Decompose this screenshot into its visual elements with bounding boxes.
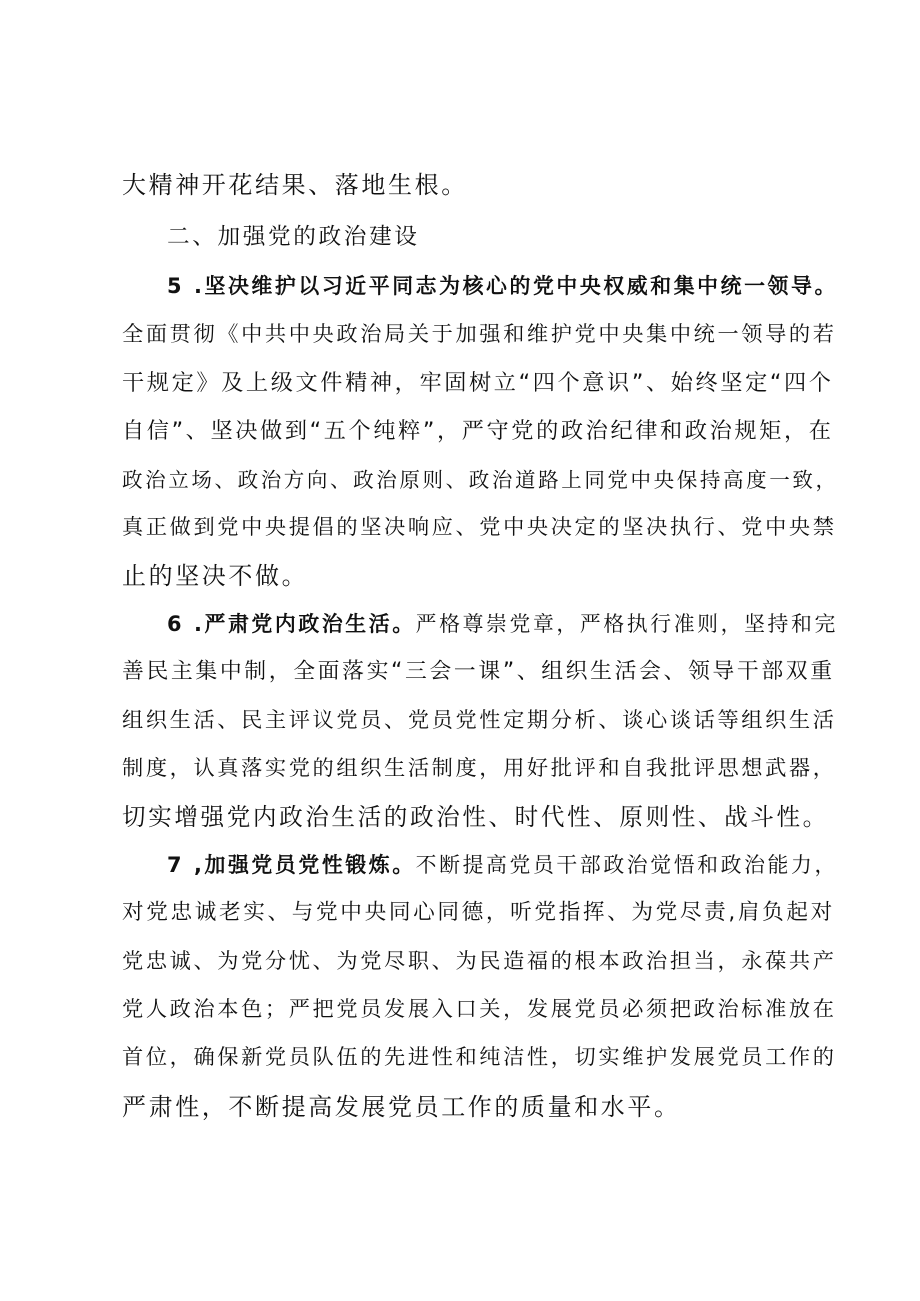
item-number: 6 . <box>167 612 205 636</box>
paragraph-line: 止的坚决不做。 <box>122 562 309 590</box>
paragraph-line: 组织生活、民主评议党员、党员党性定期分析、谈心谈话等组织生活 <box>122 708 837 733</box>
paragraph-line: 严肃性，不断提高发展党员工作的质量和水平。 <box>122 1093 681 1121</box>
item-7-first-line <box>167 850 867 880</box>
paragraph-line: 大精神开花结果、落地生根。 <box>122 171 468 199</box>
paragraph-line: 制度，认真落实党的组织生活制度，用好批评和自我批评思想武器， <box>122 756 837 781</box>
paragraph-line: 首位，确保新党员队伍的先进性和纯洁性，切实维护发展党员工作的 <box>122 1045 837 1070</box>
paragraph-line: 全面贯彻《中共中央政治局关于加强和维护党中央集中统一领导的若 <box>122 322 837 347</box>
item-title: 严肃党内政治生活。 <box>204 612 416 636</box>
item-text: 不断提高党员干部政治觉悟和政治能力， <box>415 853 838 877</box>
paragraph-line: 干规定》及上级文件精神，牢固树立“四个意识”、始终坚定“四个 <box>122 370 834 396</box>
item-5-heading <box>167 271 867 301</box>
item-title: 加强党员党性锻炼。 <box>204 853 416 877</box>
paragraph-line: 党人政治本色；严把党员发展入口关，发展党员必须把政治标准放在 <box>122 997 837 1022</box>
paragraph-line: 自信”、坚决做到“五个纯粹”，严守党的政治纪律和政治规矩，在 <box>122 418 834 444</box>
paragraph-line: 政治立场、政治方向、政治原则、政治道路上同党中央保持高度一致， <box>122 468 839 492</box>
item-title: 坚决维护以习近平同志为核心的党中央权威和集中统一领导。 <box>204 274 838 298</box>
item-number: 5 . <box>167 274 205 298</box>
item-text: 严格尊崇党章，严格执行准则，坚持和完 <box>415 612 838 636</box>
section-heading: 二、加强党的政治建设 <box>167 224 420 250</box>
paragraph-line: 切实增强党内政治生活的政治性、时代性、原则性、战斗性。 <box>122 803 829 831</box>
paragraph-line: 善民主集中制，全面落实“三会一课”、组织生活会、领导干部双重 <box>122 659 835 684</box>
paragraph-line: 对党忠诚老实、与党中央同心同德，听党指挥、为党尽责,肩负起对 <box>122 900 835 925</box>
item-number: 7 , <box>167 853 205 877</box>
paragraph-line: 真正做到党中央提倡的坚决响应、党中央决定的坚决执行、党中央禁 <box>122 515 837 540</box>
paragraph-line: 党忠诚、为党分忧、为党尽职、为民造福的根本政治担当，永葆共产 <box>122 949 837 974</box>
item-6-first-line <box>167 609 867 639</box>
